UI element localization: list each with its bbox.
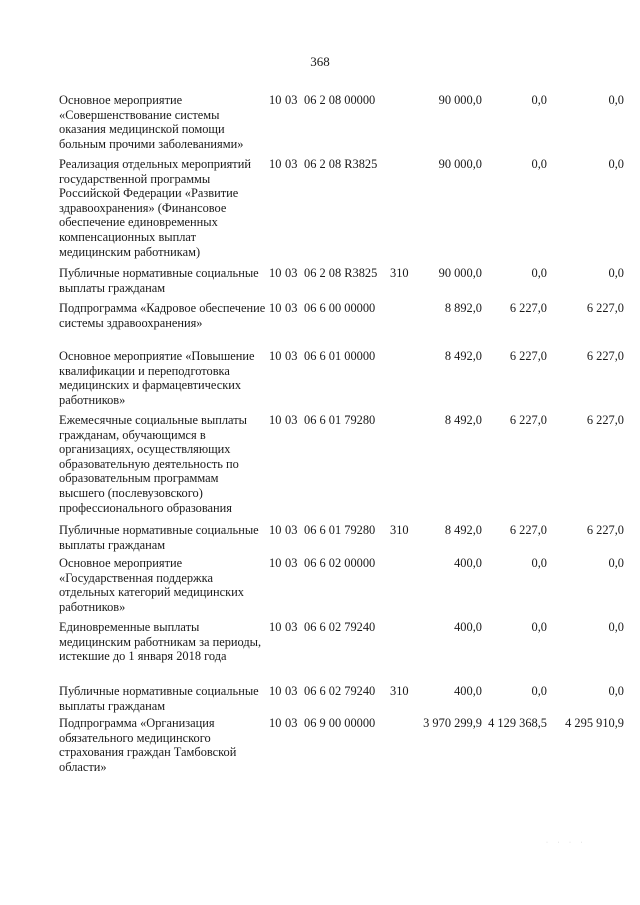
scan-artifact: · · · · [546, 840, 587, 846]
row-amount-year1: 8 492,0 [444, 523, 482, 537]
row-subsection-code: 03 [285, 620, 298, 634]
page-number: 368 [310, 54, 330, 69]
row-amount-year3: 0,0 [608, 556, 624, 570]
row-amount-year2: 6 227,0 [509, 301, 547, 315]
row-amount-year3: 6 227,0 [586, 413, 624, 427]
row-subsection-code: 03 [285, 413, 298, 427]
row-target-article: 06 6 02 00000 [304, 556, 376, 570]
row-target-article: 06 6 02 79240 [304, 620, 376, 634]
row-section-code: 10 [269, 620, 282, 634]
row-amount-year1: 3 970 299,9 [423, 716, 482, 730]
row-name: Основное мероприятие «Государственная поддержка отдельных категорий медицинских работников» [59, 556, 244, 614]
row-subsection-code: 03 [285, 523, 298, 537]
row-amount-year2: 6 227,0 [509, 523, 547, 537]
row-target-article: 06 9 00 00000 [304, 716, 376, 730]
row-amount-year3: 6 227,0 [586, 349, 624, 363]
row-target-article: 06 6 01 79280 [304, 413, 376, 427]
row-amount-year2: 4 129 368,5 [488, 716, 547, 730]
row-subsection-code: 03 [285, 301, 298, 315]
row-amount-year3: 0,0 [608, 266, 624, 280]
row-name: Публичные нормативные социальные выплаты гражданам [59, 523, 259, 552]
row-name: Реализация отдельных мероприятий государственной программы Российской Федерации «Развитие здравоохранения» (Финансовое обеспечение единовременных компенсационных выплат медицинским работникам) [59, 157, 251, 259]
row-amount-year1: 400,0 [454, 684, 482, 698]
row-amount-year1: 8 492,0 [444, 413, 482, 427]
row-amount-year2: 6 227,0 [509, 349, 547, 363]
row-target-article: 06 2 08 00000 [304, 93, 376, 107]
row-section-code: 10 [269, 349, 282, 363]
row-amount-year2: 0,0 [531, 684, 547, 698]
row-subsection-code: 03 [285, 266, 298, 280]
row-name: Публичные нормативные социальные выплаты гражданам [59, 266, 259, 295]
row-expense-type: 310 [390, 523, 409, 537]
row-amount-year2: 0,0 [531, 93, 547, 107]
row-amount-year2: 0,0 [531, 620, 547, 634]
row-subsection-code: 03 [285, 556, 298, 570]
row-section-code: 10 [269, 93, 282, 107]
row-name: Подпрограмма «Кадровое обеспечение системы здравоохранения» [59, 301, 266, 330]
row-amount-year2: 0,0 [531, 556, 547, 570]
row-amount-year1: 90 000,0 [438, 93, 482, 107]
row-amount-year3: 0,0 [608, 620, 624, 634]
row-section-code: 10 [269, 523, 282, 537]
row-target-article: 06 6 01 79280 [304, 523, 376, 537]
row-target-article: 06 6 01 00000 [304, 349, 376, 363]
row-amount-year3: 6 227,0 [586, 523, 624, 537]
row-name: Основное мероприятие «Повышение квалификации и переподготовка медицинских и фармацевтических работников» [59, 349, 255, 407]
row-target-article: 06 6 02 79240 [304, 684, 376, 698]
row-expense-type: 310 [390, 266, 409, 280]
row-section-code: 10 [269, 301, 282, 315]
row-amount-year3: 0,0 [608, 157, 624, 171]
row-subsection-code: 03 [285, 684, 298, 698]
row-amount-year1: 400,0 [454, 620, 482, 634]
row-amount-year3: 0,0 [608, 93, 624, 107]
row-amount-year1: 90 000,0 [438, 266, 482, 280]
row-subsection-code: 03 [285, 716, 298, 730]
row-amount-year2: 0,0 [531, 157, 547, 171]
row-name: Основное мероприятие «Совершенствование системы оказания медицинской помощи больным прочими заболеваниями» [59, 93, 244, 151]
row-name: Публичные нормативные социальные выплаты гражданам [59, 684, 259, 713]
row-section-code: 10 [269, 266, 282, 280]
row-amount-year1: 8 892,0 [444, 301, 482, 315]
row-amount-year3: 4 295 910,9 [565, 716, 624, 730]
row-target-article: 06 6 00 00000 [304, 301, 376, 315]
row-name: Ежемесячные социальные выплаты гражданам, обучающимся в организациях, осуществляющих образовательную деятельность по образовательным программам высшего (послевузовского) профессионального образования [59, 413, 247, 515]
row-amount-year1: 8 492,0 [444, 349, 482, 363]
row-target-article: 06 2 08 R3825 [304, 266, 378, 280]
row-name: Подпрограмма «Организация обязательного медицинского страхования граждан Тамбовской области» [59, 716, 237, 774]
row-name: Единовременные выплаты медицинским работникам за периоды, истекшие до 1 января 2018 года [59, 620, 262, 664]
row-target-article: 06 2 08 R3825 [304, 157, 378, 171]
row-section-code: 10 [269, 684, 282, 698]
row-section-code: 10 [269, 716, 282, 730]
row-amount-year1: 400,0 [454, 556, 482, 570]
row-subsection-code: 03 [285, 93, 298, 107]
row-expense-type: 310 [390, 684, 409, 698]
row-subsection-code: 03 [285, 157, 298, 171]
row-subsection-code: 03 [285, 349, 298, 363]
row-amount-year3: 0,0 [608, 684, 624, 698]
row-amount-year2: 6 227,0 [509, 413, 547, 427]
row-amount-year3: 6 227,0 [586, 301, 624, 315]
row-section-code: 10 [269, 157, 282, 171]
row-amount-year1: 90 000,0 [438, 157, 482, 171]
row-section-code: 10 [269, 556, 282, 570]
row-amount-year2: 0,0 [531, 266, 547, 280]
row-section-code: 10 [269, 413, 282, 427]
